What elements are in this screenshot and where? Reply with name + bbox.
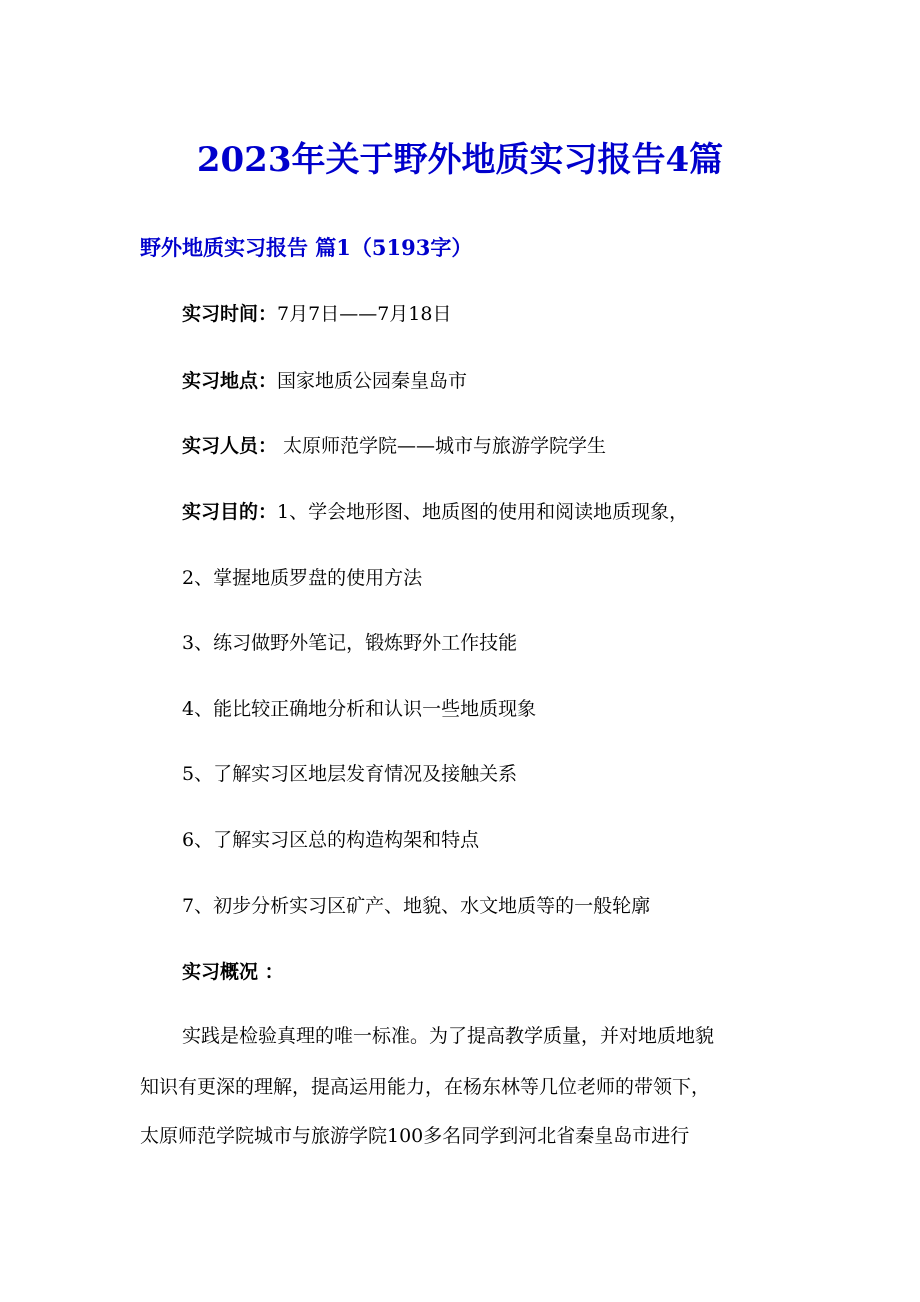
purpose-item: 3、练习做野外笔记，锻炼野外工作技能 — [182, 632, 518, 654]
field-label: 实习地点： — [182, 370, 278, 392]
overview-line: 知识有更深的理解，提高运用能力，在杨东林等几位老师的带领下， — [140, 1076, 711, 1098]
field-label: 实习目的： — [182, 501, 278, 523]
purpose-item: 7、初步分析实习区矿产、地貌、水文地质等的一般轮廓 — [182, 895, 651, 917]
purpose-item: 5、了解实习区地层发育情况及接触关系 — [182, 763, 518, 785]
field-purpose — [182, 498, 688, 526]
field-label: 实习时间： — [182, 303, 278, 325]
field-location — [182, 367, 467, 395]
field-value: 太原师范学院——城市与旅游学院学生 — [277, 435, 607, 457]
document-title: 2023年关于野外地质实习报告4篇 — [196, 140, 724, 180]
overview-line: 太原师范学院城市与旅游学院100多名同学到河北省秦皇岛市进行 — [140, 1125, 690, 1147]
overview-heading: 实习概况 ： — [182, 961, 284, 983]
section-heading: 野外地质实习报告 篇1（5193字） — [140, 235, 473, 260]
purpose-item: 2、掌握地质罗盘的使用方法 — [182, 567, 423, 589]
field-value: 1、学会地形图、地质图的使用和阅读地质现象， — [277, 501, 689, 523]
overview-line: 实践是检验真理的唯一标准。为了提高教学质量，并对地质地貌 — [182, 1025, 715, 1047]
field-people — [182, 432, 606, 460]
field-value: 7月7日——7月18日 — [277, 303, 452, 325]
field-time — [182, 300, 451, 328]
field-label: 实习人员： — [182, 435, 278, 457]
purpose-item: 4、能比较正确地分析和认识一些地质现象 — [182, 698, 537, 720]
field-value: 国家地质公园秦皇岛市 — [277, 370, 468, 392]
purpose-item: 6、了解实习区总的构造构架和特点 — [182, 829, 480, 851]
